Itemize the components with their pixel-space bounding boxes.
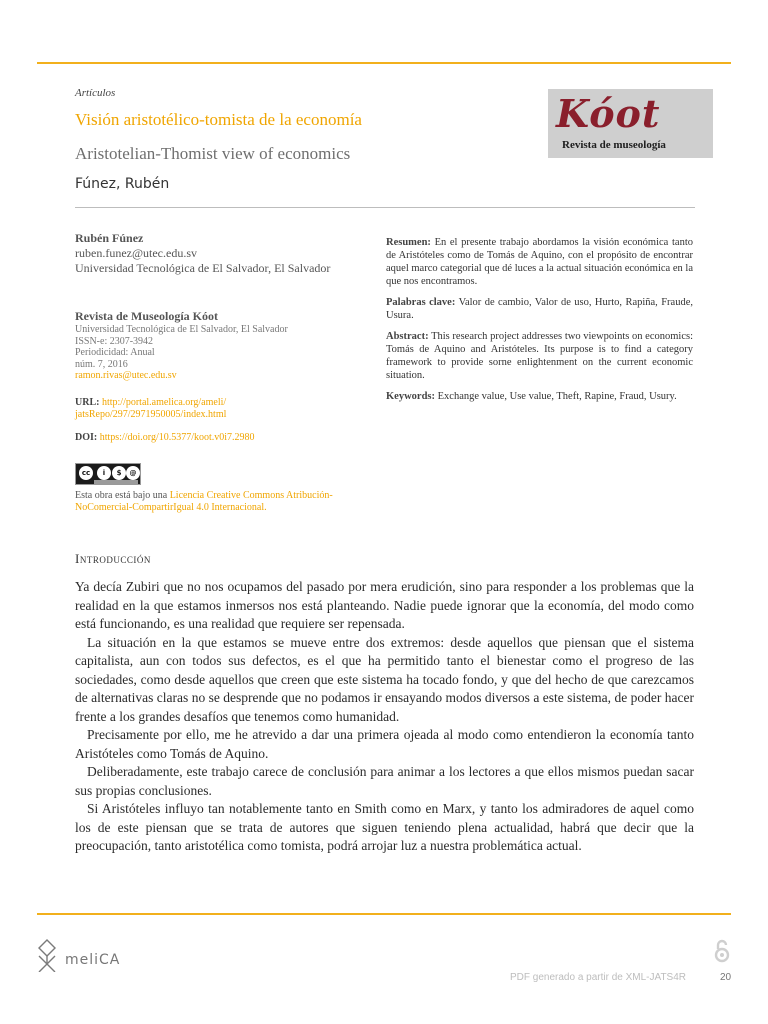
keywords-en-label: Keywords: xyxy=(386,391,435,402)
body-paragraph: La situación en la que estamos se mueve entre dos extremos: desde aquellos que piensan que el sistema capitalista, aun con todos sus defectos, es el que ha permitido tanto el bienestar como el progreso de las sociedades, como desde aquellos que creen que este sistema ha tocado fondo, y que del hecho de que carezcamos de alternativas claras no se desprende que no podamos ir ensayando modos diversos a este sistema, de poder hacer frente a los grandes desafíos que tenemos como humanidad. xyxy=(75,634,694,724)
keywords-en-text: Exchange value, Use value, Theft, Rapine, Fraud, Usury. xyxy=(437,391,677,402)
abstract-label: Abstract: xyxy=(386,331,429,342)
resumen-text: En el presente trabajo abordamos la visión económica tanto de Aristóteles como de Tomás de Aquino, con el propósito de encontrar aquel marco categorial que dé luces a la actual situación económica en la que nos encontramos. xyxy=(386,237,693,287)
doi-link[interactable]: https://doi.org/10.5377/koot.v0i7.2980 xyxy=(99,432,255,443)
keywords-en-paragraph xyxy=(386,390,693,403)
journal-publisher: Universidad Tecnológica de El Salvador, El Salvador xyxy=(75,324,288,335)
journal-frequency: Periodicidad: Anual xyxy=(75,347,155,358)
author-affiliation: Universidad Tecnológica de El Salvador, El Salvador xyxy=(75,261,331,275)
badge-terms-bar xyxy=(94,480,138,484)
abstract-text: This research project addresses two viewpoints on economics: Tomás de Aquino and Aristóteles. Its purpose is to find a category framework to provide sorne enlightenment on the current economic situation. xyxy=(386,331,693,381)
url-link-line2[interactable]: jatsRepo/297/2971950005/index.html xyxy=(75,408,227,420)
amelica-mark-icon xyxy=(37,938,67,972)
nc-icon: $ xyxy=(112,466,126,480)
license-text xyxy=(75,490,375,513)
resumen-label: Resumen: xyxy=(386,237,431,248)
url-label: URL: xyxy=(75,397,100,408)
license-link-line1[interactable]: Licencia Creative Commons Atribución- xyxy=(169,490,333,501)
by-icon: i xyxy=(97,466,111,480)
logo-subtitle: Revista de museología xyxy=(562,139,666,151)
top-rule xyxy=(37,62,731,64)
journal-name: Revista de Museología Kóot xyxy=(75,309,218,323)
url-block xyxy=(75,397,375,420)
journal-email[interactable]: ramon.rivas@utec.edu.sv xyxy=(75,370,177,381)
header-divider xyxy=(75,207,695,208)
doi-block xyxy=(75,432,375,444)
journal-info xyxy=(75,309,375,382)
license-link-line2[interactable]: NoComercial-CompartirIgual 4.0 Internacional. xyxy=(75,501,267,513)
intro-heading: Introducción xyxy=(75,551,151,566)
body-text xyxy=(75,578,694,856)
body-paragraph: Si Aristóteles influyo tan notablemente tanto en Smith como en Marx, y tanto los admiradores de aquel como los de este piensan que se trata de autores que siguen teniendo plena actualidad, habrá que decir que la preocupación, tanto aristotélica como tomista, podrá arrojar luz a nuestra problemática actual. xyxy=(75,801,694,853)
journal-issue: núm. 7, 2016 xyxy=(75,358,128,370)
section-label: Artículos xyxy=(75,87,116,99)
author-line: Fúnez, Rubén xyxy=(75,176,170,192)
footer-note: PDF generado a partir de XML-JATS4R xyxy=(510,972,687,983)
amelica-wordmark: meliCA xyxy=(65,952,121,968)
url-link-line1[interactable]: http://portal.amelica.org/ameli/ xyxy=(101,397,227,408)
author-email[interactable]: ruben.funez@utec.edu.sv xyxy=(75,246,198,260)
keywords-es-paragraph xyxy=(386,296,693,322)
page-number: 20 xyxy=(720,972,732,983)
keywords-es-text: Valor de cambio, Valor de uso, Hurto, Rapiña, Fraude, Usura. xyxy=(386,297,694,321)
resumen-paragraph xyxy=(386,236,693,288)
keywords-es-label: Palabras clave: xyxy=(386,297,456,308)
article-title-es: Visión aristotélico-tomista de la economía xyxy=(75,110,362,129)
amelica-logo[interactable] xyxy=(37,938,147,974)
sa-icon: @ xyxy=(126,466,140,480)
author-info xyxy=(75,231,375,276)
abstract-paragraph xyxy=(386,330,693,382)
license-prefix: Esta obra está bajo una xyxy=(75,490,168,501)
body-paragraph: Precisamente por ello, me he atrevido a dar una primera ojeada al modo como entendieron la economía tanto Aristóteles como Tomás de Aquino. xyxy=(75,727,694,761)
journal-logo xyxy=(548,89,713,158)
article-title-en: Aristotelian-Thomist view of economics xyxy=(75,144,351,163)
cc-icon: cc xyxy=(79,466,93,480)
cc-license-badge[interactable] xyxy=(75,463,141,485)
logo-word: Kóot xyxy=(556,91,661,136)
abstracts xyxy=(386,236,693,411)
doi-label: DOI: xyxy=(75,432,98,443)
author-name: Rubén Fúnez xyxy=(75,231,144,245)
open-access-icon xyxy=(713,938,731,964)
body-paragraph: Deliberadamente, este trabajo carece de conclusión para animar a los lectores a que ellos mismos puedan sacar sus propias conclusiones. xyxy=(75,764,694,798)
bottom-rule xyxy=(37,913,731,915)
journal-issn: ISSN-e: 2307-3942 xyxy=(75,335,154,347)
body-paragraph: Ya decía Zubiri que no nos ocupamos del pasado por mera erudición, sino para responder a los problemas que la realidad en la que estamos inmersos nos está planteando. Nadie puede ignorar que la economía, del modo como está funcionando, es una realidad que requiere ser repensada. xyxy=(75,579,694,631)
